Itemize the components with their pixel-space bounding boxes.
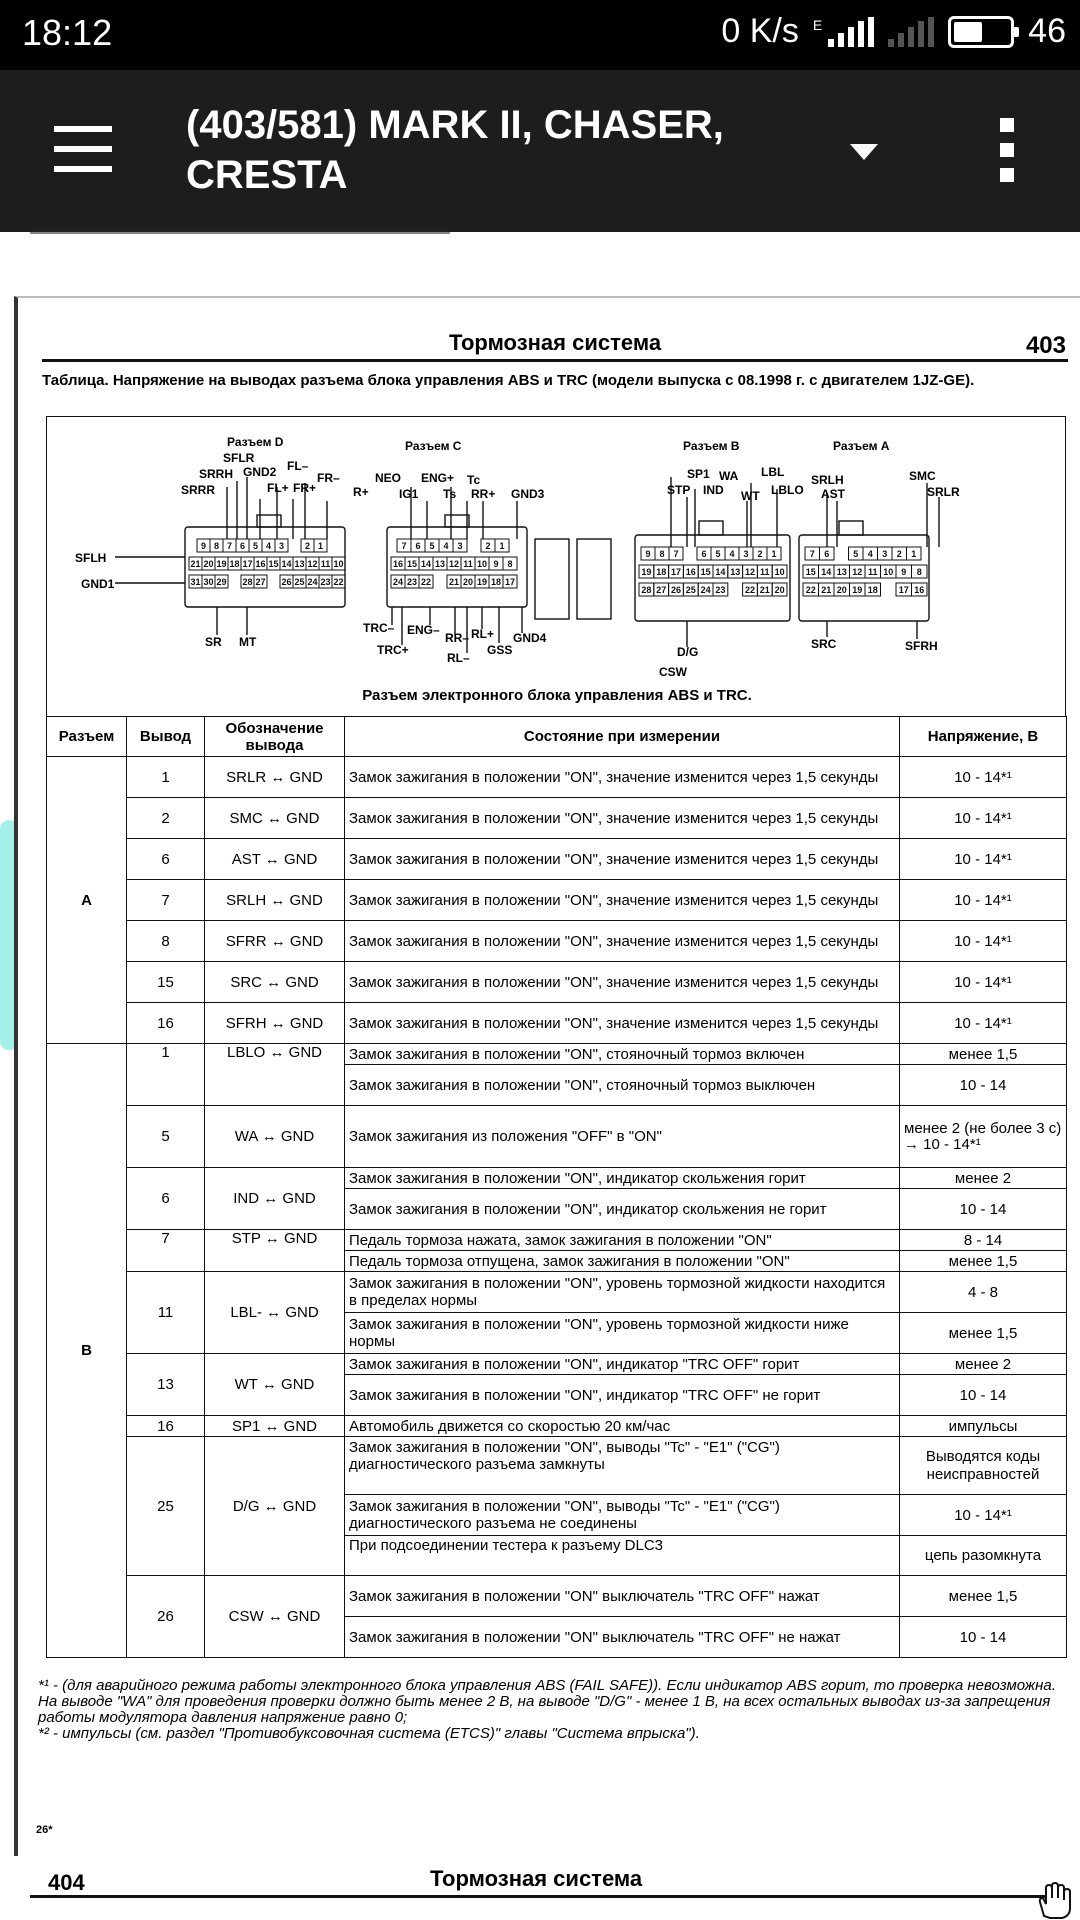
connector-c-pin: 17 [504, 577, 516, 587]
page-header [42, 328, 1068, 362]
connector-b-pin: 19 [641, 567, 652, 577]
voltage-cell: менее 1,5 [900, 1576, 1067, 1617]
connector-b-pin: 23 [715, 585, 726, 595]
condition-cell: Замок зажигания из положения "OFF" в "ON" [345, 1106, 900, 1168]
connector-c-pin: 12 [448, 559, 460, 569]
connector-a-pin: 1 [911, 549, 917, 559]
pin-label-fr-plus: FR+ [293, 481, 317, 495]
designation-cell: IND ↔ GND [205, 1168, 345, 1230]
voltage-cell: 10 - 14*¹ [900, 839, 1067, 880]
designation-cell: SRC ↔ GND [205, 962, 345, 1003]
footnote-1: *¹ - (для аварийного режима работы электронного блока управления ABS (FAIL SAFE)). Если индикатор ABS горит, то проверка невозможна. На выводе "WA" для проведения проверки должно быть менее 2 В, на выводе "D/G" - менее 1 В, на всех остальных выводах из-за запрещения работы модулятора давления напряжение равно 0; [38, 1677, 1056, 1726]
designation-cell: D/G ↔ GND [205, 1437, 345, 1576]
connector-d-pin: 20 [203, 559, 214, 569]
status-icons [721, 12, 1066, 51]
connector-a-pin: 15 [805, 567, 816, 577]
voltage-cell: менее 1,5 [900, 1313, 1067, 1354]
connector-b-pin: 27 [656, 585, 667, 595]
connector-a-pin: 8 [916, 567, 922, 577]
table-row [47, 962, 1067, 1003]
connector-d-pin: 17 [242, 559, 253, 569]
pin-cell: 16 [127, 1003, 205, 1044]
connector-b-pin: 4 [729, 549, 735, 559]
connector-d-pin: 13 [294, 559, 305, 569]
designation-cell: SMC ↔ GND [205, 798, 345, 839]
table-row [47, 1044, 1067, 1065]
battery-level: 46 [1028, 12, 1066, 50]
designation-cell: LBL- ↔ GND [205, 1272, 345, 1354]
pin-label-gnd1: GND1 [81, 577, 115, 591]
connector-c-pin: 6 [415, 541, 421, 551]
pin-label-gss: GSS [487, 643, 513, 657]
pin-label-fr-minus: FR– [317, 471, 340, 485]
section-title: Тормозная система [448, 330, 662, 355]
connector-c-pin: 23 [406, 577, 418, 587]
table-row [47, 1168, 1067, 1189]
connector-c-pin: 3 [457, 541, 463, 551]
pin-label-gnd3: GND3 [511, 487, 545, 501]
header-designation: Обозначение вывода [205, 717, 345, 757]
connector-a-pin: 9 [901, 567, 907, 577]
pin-cell: 8 [127, 921, 205, 962]
connector-d-pin: 2 [304, 541, 311, 551]
condition-cell: Замок зажигания в положении "ON", уровень тормозной жидкости ниже нормы [345, 1313, 900, 1354]
connector-b-pin: 16 [685, 567, 696, 577]
voltage-cell: менее 2 [900, 1354, 1067, 1375]
connector-d-pin: 26 [281, 577, 292, 587]
pin-label-src: SRC [811, 637, 837, 651]
designation-cell: LBLO ↔ GND [205, 1044, 345, 1106]
pin-label-trc-plus: TRC+ [377, 643, 409, 657]
connector-d-pin: 8 [213, 541, 220, 551]
diagram-caption: Разъем электронного блока управления ABS и TRC. [362, 687, 752, 704]
connector-d-pin: 7 [226, 541, 233, 551]
pin-label-srlh: SRLH [811, 473, 844, 487]
pin-cell: 13 [127, 1354, 205, 1416]
battery-icon [948, 16, 1014, 48]
pin-cell: 25 [127, 1437, 205, 1576]
connector-b-pin: 13 [730, 567, 741, 577]
connector-a-pin: 14 [821, 567, 832, 577]
menu-icon[interactable] [54, 126, 112, 172]
signal-icon-sim2 [888, 17, 934, 47]
pin-label-smc: SMC [909, 469, 936, 483]
app-bar [0, 70, 1080, 232]
pin-cell: 1 [127, 757, 205, 798]
connector-d-pin: 1 [317, 541, 324, 551]
connector-d-pin: 14 [281, 559, 292, 569]
connector-a-label: Разъем A [833, 439, 890, 453]
connector-a-pin: 20 [836, 585, 847, 595]
table-row [47, 1576, 1067, 1617]
connector-b-pin: 17 [670, 567, 682, 577]
page-number: 403 [1025, 332, 1066, 359]
connector-a-pin: 12 [852, 567, 863, 577]
voltage-cell: 10 - 14*¹ [900, 921, 1067, 962]
voltage-cell: 10 - 14 [900, 1375, 1067, 1416]
pin-cell: 26 [127, 1576, 205, 1658]
connector-b-pin: 8 [659, 549, 665, 559]
connector-b-pin: 2 [757, 549, 763, 559]
connector-c-pin: 18 [490, 577, 502, 587]
connector-c-pin: 21 [448, 577, 460, 587]
pin-label-sfrh: SFRH [905, 639, 938, 653]
app-title: (403/581) MARK II, CHASER, CRESTA [186, 103, 724, 197]
hand-tool-icon[interactable] [1034, 1880, 1074, 1920]
table-row [47, 839, 1067, 880]
voltage-cell: 10 - 14*¹ [900, 757, 1067, 798]
condition-cell: Замок зажигания в положении "ON", индикатор скольжения горит [345, 1168, 900, 1189]
condition-cell: Замок зажигания в положении "ON", значение изменится через 1,5 секунды [345, 757, 900, 798]
pin-label-sflr: SFLR [223, 451, 255, 465]
pin-label-ast: AST [821, 487, 845, 501]
next-page-header [30, 1858, 1060, 1898]
condition-cell: Замок зажигания в положении "ON", стояночный тормоз включен [345, 1044, 900, 1065]
connector-d-pin: 11 [320, 559, 331, 569]
connector-d-pin: 23 [320, 577, 331, 587]
connector-d-pin: 6 [239, 541, 246, 551]
condition-cell: Замок зажигания в положении "ON", индикатор "TRC OFF" не горит [345, 1375, 900, 1416]
pin-cell: 6 [127, 839, 205, 880]
connector-a-pin: 7 [809, 549, 815, 559]
pin-label-rr-plus: RR+ [471, 487, 496, 501]
pin-label-fl-minus: FL– [287, 459, 309, 473]
connector-b-pin: 5 [715, 549, 721, 559]
header-condition: Состояние при измерении [345, 717, 900, 757]
connector-a-pin: 5 [853, 549, 859, 559]
connector-b-pin: 22 [744, 585, 756, 595]
pin-cell: 16 [127, 1416, 205, 1437]
connector-b-pin: 7 [673, 549, 679, 559]
connector-b-pin: 1 [771, 549, 777, 559]
table-row [47, 1106, 1067, 1168]
condition-cell: Педаль тормоза нажата, замок зажигания в положении "ON" [345, 1230, 900, 1251]
connector-b-pin: 6 [701, 549, 707, 559]
connector-c-pin: 20 [462, 577, 474, 587]
connector-a-pin: 13 [836, 567, 847, 577]
connector-b-label: Разъем B [683, 439, 740, 453]
table-caption: Таблица. Напряжение на выводах разъема блока управления ABS и TRC (модели выпуска с 08.1998 г. с двигателем 1JZ-GE). [42, 372, 975, 389]
connector-c-pin: 14 [420, 559, 432, 569]
connector-d-pin: 12 [307, 559, 318, 569]
connector-d-pin: 19 [216, 559, 227, 569]
pin-label-trc-minus: TRC– [363, 621, 395, 635]
designation-cell: SFRR ↔ GND [205, 921, 345, 962]
connector-b-cell: B [47, 1044, 127, 1658]
condition-cell: Замок зажигания в положении "ON", значение изменится через 1,5 секунды [345, 880, 900, 921]
connector-c-pin: 24 [392, 577, 404, 587]
connector-b-pin: 3 [743, 549, 749, 559]
pin-cell: 2 [127, 798, 205, 839]
connector-c-pin: 9 [493, 559, 499, 569]
pin-label-srrh: SRRH [199, 467, 234, 481]
voltage-cell: 10 - 14*¹ [900, 880, 1067, 921]
next-section-title: Тормозная система [430, 1866, 643, 1891]
connector-a-pin: 4 [867, 549, 873, 559]
connector-c-pin: 5 [429, 541, 435, 551]
connector-b-pin: 10 [774, 567, 785, 577]
connector-d-pin: 30 [203, 577, 214, 587]
condition-cell: Замок зажигания в положении "ON", значение изменится через 1,5 секунды [345, 1003, 900, 1044]
condition-cell: Замок зажигания в положении "ON", значение изменится через 1,5 секунды [345, 839, 900, 880]
connector-d-pin: 27 [255, 577, 266, 587]
next-page-number: 404 [48, 1870, 85, 1895]
connector-d-pin: 10 [333, 559, 344, 569]
pin-label-r-plus: R+ [353, 485, 369, 499]
connector-a-pin: 21 [821, 585, 832, 595]
pin-label-dg: D/G [677, 645, 699, 659]
pin-cell: 15 [127, 962, 205, 1003]
header-connector: Разъем [47, 717, 127, 757]
connector-d-pin: 3 [278, 541, 285, 551]
connector-c-pin: 22 [420, 577, 432, 587]
pin-label-neo: NEO [375, 471, 402, 485]
connector-b-pin: 15 [700, 567, 711, 577]
connector-a-pin: 19 [852, 585, 863, 595]
condition-cell: Автомобиль движется со скоростью 20 км/час [345, 1416, 900, 1437]
connector-a-pin: 3 [882, 549, 888, 559]
network-type: E [812, 16, 823, 33]
header-voltage: Напряжение, В [900, 717, 1067, 757]
more-options-icon[interactable] [996, 118, 1018, 188]
pin-label-csw: CSW [659, 665, 687, 679]
voltage-cell: 10 - 14*¹ [900, 1003, 1067, 1044]
voltage-cell: менее 2 [900, 1168, 1067, 1189]
connector-drawing [47, 417, 1067, 717]
table-row [47, 757, 1067, 798]
pin-label-lbl: LBL [761, 465, 785, 479]
pin-label-wa: WA [719, 469, 739, 483]
designation-cell: WT ↔ GND [205, 1354, 345, 1416]
connector-d-pin: 9 [200, 541, 207, 551]
connector-b-pin: 14 [715, 567, 726, 577]
page-mark: 26* [36, 1824, 53, 1836]
pin-label-gnd4: GND4 [513, 631, 547, 645]
connector-c-pin: 10 [476, 559, 488, 569]
voltage-cell: менее 1,5 [900, 1044, 1067, 1065]
pin-label-rr-minus: RR– [445, 631, 470, 645]
voltage-cell: 10 - 14 [900, 1065, 1067, 1106]
footnotes [38, 1678, 1068, 1742]
connector-d-pin: 21 [190, 559, 201, 569]
connector-b-pin: 24 [700, 585, 711, 595]
voltage-cell: 10 - 14*¹ [900, 1495, 1067, 1536]
pin-label-tc: Tc [467, 473, 481, 487]
pin-label-sflh: SFLH [75, 551, 107, 565]
pin-label-eng-minus: ENG– [407, 623, 440, 637]
previous-page-remnant [30, 226, 450, 234]
connector-b-pin: 11 [760, 567, 770, 577]
pin-label-ig1: IG1 [399, 487, 419, 501]
table-row [47, 1003, 1067, 1044]
designation-cell: SRLH ↔ GND [205, 880, 345, 921]
pin-cell: 5 [127, 1106, 205, 1168]
pin-cell: 7 [127, 880, 205, 921]
connector-a-pin: 18 [867, 585, 878, 595]
pin-label-srlr: SRLR [927, 485, 960, 499]
designation-cell: STP ↔ GND [205, 1230, 345, 1272]
voltage-cell: 10 - 14 [900, 1189, 1067, 1230]
connector-a-pin: 22 [805, 585, 816, 595]
connector-c-pin: 16 [392, 559, 404, 569]
net-speed: 0 K/s [721, 12, 799, 50]
connector-d-pin: 16 [255, 559, 266, 569]
condition-cell: Замок зажигания в положении "ON", значение изменится через 1,5 секунды [345, 798, 900, 839]
connector-a-pin: 2 [896, 549, 902, 559]
condition-cell: Замок зажигания в положении "ON", значение изменится через 1,5 секунды [345, 921, 900, 962]
connector-a-cell: A [47, 757, 127, 1044]
connector-a-pin: 11 [867, 567, 878, 577]
connector-a-pin: 16 [914, 585, 925, 595]
connector-d-pin: 5 [252, 541, 259, 551]
condition-cell: Замок зажигания в положении "ON", стояночный тормоз выключен [345, 1065, 900, 1106]
pin-label-stp: STP [667, 483, 691, 497]
footnote-2: *² - импульсы (см. раздел "Противобуксовочная система (ETCS)" главы "Система впрыска"). [38, 1725, 700, 1742]
connector-c-pin: 13 [434, 559, 446, 569]
pin-label-wt: WT [741, 489, 760, 503]
pin-cell: 6 [127, 1168, 205, 1230]
pin-label-eng-plus: ENG+ [421, 471, 455, 485]
voltage-cell: 4 - 8 [900, 1272, 1067, 1313]
table-row [47, 1354, 1067, 1375]
connector-b-pin: 25 [685, 585, 696, 595]
condition-cell: Замок зажигания в положении "ON", выводы "Tc" - "E1" ("CG") диагностического разъема замкнуты [345, 1437, 900, 1495]
table-row [47, 1416, 1067, 1437]
pin-label-lblo: LBLO [771, 483, 804, 497]
connector-c-pin: 1 [499, 541, 505, 551]
voltage-cell: импульсы [900, 1416, 1067, 1437]
pin-cell: 11 [127, 1272, 205, 1354]
condition-cell: Замок зажигания в положении "ON", выводы "Tc" - "E1" ("CG") диагностического разъема не соединены [345, 1495, 900, 1536]
pin-label-srrr: SRRR [181, 483, 216, 497]
connector-b-pin: 18 [656, 567, 667, 577]
condition-cell: Замок зажигания в положении "ON" выключатель "TRC OFF" не нажат [345, 1617, 900, 1658]
connector-b-pin: 26 [670, 585, 682, 595]
pin-voltage-table [46, 716, 1067, 1658]
connector-a-pin: 6 [824, 549, 830, 559]
pin-cell: 1 [127, 1044, 205, 1106]
pin-label-mt: MT [239, 635, 257, 649]
connector-d-pin: 29 [216, 577, 227, 587]
connector-diagram [46, 416, 1066, 716]
connector-d-pin: 25 [294, 577, 305, 587]
condition-cell: Замок зажигания в положении "ON" выключатель "TRC OFF" нажат [345, 1576, 900, 1617]
connector-a-pin: 17 [898, 585, 909, 595]
connector-d-pin: 4 [265, 541, 272, 551]
voltage-cell: цепь разомкнута [900, 1536, 1067, 1576]
table-row [47, 1437, 1067, 1495]
connector-b-pin: 12 [744, 567, 756, 577]
voltage-cell: менее 2 (не более 3 с) → 10 - 14*¹ [900, 1106, 1067, 1168]
pin-label-sp1: SP1 [687, 467, 710, 481]
condition-cell: Педаль тормоза отпущена, замок зажигания в положении "ON" [345, 1251, 900, 1272]
voltage-cell: 10 - 14*¹ [900, 962, 1067, 1003]
connector-c-pin: 15 [406, 559, 418, 569]
connector-d-pin: 28 [242, 577, 253, 587]
condition-cell: Замок зажигания в положении "ON", уровень тормозной жидкости находится в пределах нормы [345, 1272, 900, 1313]
connector-c-pin: 19 [476, 577, 488, 587]
connector-b-pin: 20 [774, 585, 785, 595]
pin-label-sr: SR [205, 635, 222, 649]
connector-d-pin: 24 [307, 577, 318, 587]
table-row [47, 798, 1067, 839]
status-time: 18:12 [22, 12, 113, 53]
connector-c-pin: 7 [401, 541, 407, 551]
connector-c-pin: 2 [485, 541, 491, 551]
condition-cell: При подсоединении тестера к разъему DLC3 [345, 1536, 900, 1576]
connector-c-pin: 11 [463, 559, 473, 569]
voltage-cell: 8 - 14 [900, 1230, 1067, 1251]
connector-b-pin: 28 [641, 585, 652, 595]
pin-label-rl-plus: RL+ [471, 627, 495, 641]
voltage-cell: Выводятся коды неисправностей [900, 1437, 1067, 1495]
designation-cell: SFRH ↔ GND [205, 1003, 345, 1044]
designation-cell: AST ↔ GND [205, 839, 345, 880]
pin-cell: 7 [127, 1230, 205, 1272]
pin-label-ts: Ts [443, 487, 457, 501]
pin-label-fl-plus: FL+ [267, 481, 289, 495]
connector-c-pin: 4 [443, 541, 449, 551]
connector-d-pin: 31 [190, 577, 201, 587]
table-row [47, 880, 1067, 921]
designation-cell: CSW ↔ GND [205, 1576, 345, 1658]
voltage-cell: 10 - 14 [900, 1617, 1067, 1658]
signal-icon [813, 17, 874, 47]
connector-c-pin: 8 [507, 559, 513, 569]
designation-cell: SRLR ↔ GND [205, 757, 345, 798]
condition-cell: Замок зажигания в положении "ON", значение изменится через 1,5 секунды [345, 962, 900, 1003]
chevron-down-icon[interactable] [848, 142, 880, 162]
condition-cell: Замок зажигания в положении "ON", индикатор "TRC OFF" горит [345, 1354, 900, 1375]
designation-cell: SP1 ↔ GND [205, 1416, 345, 1437]
pin-label-rl-minus: RL– [447, 651, 470, 665]
table-row [47, 1272, 1067, 1313]
pin-label-ind: IND [703, 483, 724, 497]
connector-d-pin: 18 [229, 559, 240, 569]
document-page [14, 296, 1080, 1856]
connector-d-pin: 22 [333, 577, 344, 587]
voltage-cell: 10 - 14*¹ [900, 798, 1067, 839]
voltage-cell: менее 1,5 [900, 1251, 1067, 1272]
connector-b-pin: 21 [759, 585, 770, 595]
connector-b-pin: 9 [645, 549, 651, 559]
status-bar [0, 0, 1080, 70]
designation-cell: WA ↔ GND [205, 1106, 345, 1168]
table-row [47, 1230, 1067, 1251]
connector-d-label: Разъем D [227, 435, 284, 449]
table-row [47, 921, 1067, 962]
condition-cell: Замок зажигания в положении "ON", индикатор скольжения не горит [345, 1189, 900, 1230]
connector-d-pin: 15 [268, 559, 279, 569]
connector-c-label: Разъем C [405, 439, 462, 453]
pin-label-gnd2: GND2 [243, 465, 277, 479]
header-pin: Вывод [127, 717, 205, 757]
connector-a-pin: 10 [883, 567, 894, 577]
